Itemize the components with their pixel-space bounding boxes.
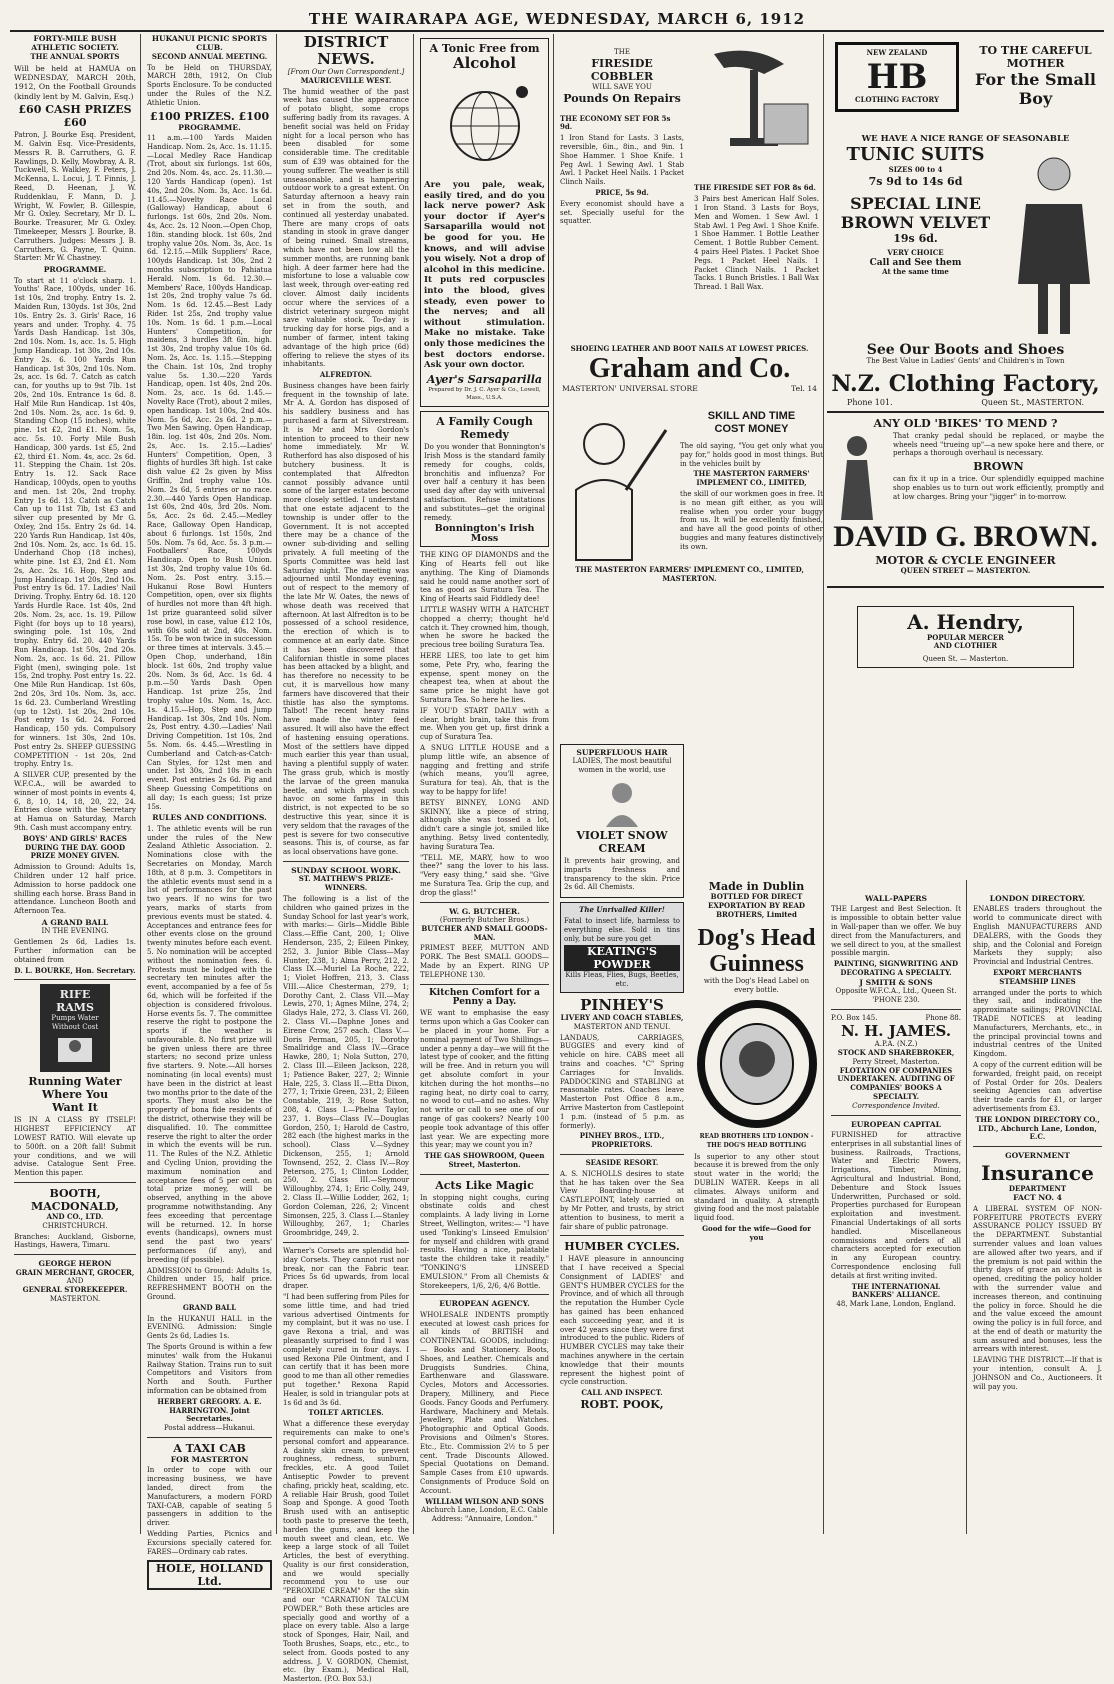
hukanui-heading: HUKANUI PICNIC SPORTS CLUB. [151,34,268,53]
violet-snow: VIOLET SNOW CREAM [576,829,668,855]
heron-grain: GRAIN MERCHANT, GROCER, [15,1267,135,1277]
shoeing-leather: SHOEING LEATHER AND BOOT NAILS AT LOWEST PRICES. [570,344,809,353]
butcher-trade: BUTCHER AND SMALL GOODS-MAN. [421,923,548,942]
brown-text: can fix it up in a trice. Our splendidly equipped machine shop enables us to turn out work efficiently, promptly and at low charges. Bring your "jigger" in to-morrow. [893,475,1104,501]
hukanui-intro: To be Held on THURSDAY, MARCH 28th, 1912, On Club Sports Enclosure. To be conducted under the Rules of the N.Z. Athletic Union. [147,63,272,107]
boots-shoes: See Our Boots and Shoes [866,342,1065,358]
rife-rams-image [40,984,110,1072]
james-name: N. H. JAMES. [840,1022,952,1041]
best-value: The Best Value in Ladies' Gents' and Children's in Town [866,357,1065,365]
column-rule [140,34,141,1534]
alcohol-heading: Alcohol [452,54,517,72]
hendry-clothier: AND CLOTHIER [933,641,998,651]
magic-heading: Acts Like Magic [435,1178,534,1192]
butcher-formerly: (Formerly Butcher Bros.) [439,915,530,924]
wall-text: THE Largest and Best Selection. It is impossible to obtain better value in Wall-paper than we offer. We buy direct from the Manufacturers, and we sell direct to you, at the smallest possible margin. [831,905,961,958]
grand-ball: A GRAND BALL [41,917,109,927]
directory-copy: A copy of the current edition will be forwarded, freight paid, on receipt of Postal Order for 20s. Dealers seeking Agencies can advertise their trade cards for £1, or larger advertisements from £3. [973,1060,1102,1113]
graham-title: Graham and Co. [588,352,791,384]
skill-text: The old saying, "You get only what you pay for," holds good in most things. But in the vehicles built by [680,442,823,468]
boys-girls-races: BOYS' AND GIRLS' RACES DURING THE DAY. GOOD PRIZE MONEY GIVEN. [23,833,127,861]
admission-text: Admission to Ground: Adults 1s, Children under 12 half price. Admission to horse paddock one shilling each horse. Brass Band in attendance. Luncheon Booth and Afternoon Tea. [14,863,136,916]
booth-christchurch: CHRISTCHURCH. [42,1221,108,1230]
suratura-7: "TELL ME, MARY, how to woo thee?" sang the lover to his lass. "Very easy thing," said she. "Give me Suratura Tea. Grip the cup, and drop the glass!" [420,853,549,897]
government: GOVERNMENT [1005,1151,1070,1161]
james-corr: Correspondence Invited. [852,1101,940,1110]
department: DEPARTMENT [1008,1183,1067,1193]
water-text: IS IN A CLASS BY ITSELF! HIGHEST EFFICIENCY AT LOWEST RATIO. Will elevate up to 500ft. on a 20ft fall! Submit your conditions, and we will advise. Catalogue Sent Free. Mention this paper. [14,1116,136,1178]
hb-letters: HB [866,56,928,97]
athletic-heading: FORTY-MILE BUSH ATHLETIC SOCIETY. [31,34,119,53]
athletic-intro: Will be held at HAMUA on WEDNESDAY, MARCH 20th, 1912, On the Football Grounds (kindly lent by M. Galvin, Esq.) [14,63,136,101]
heron-masterton: MASTERTON. [49,1294,101,1303]
dogs-head-seal-icon [695,999,819,1129]
humber-heading: HUMBER CYCLES. [564,1240,680,1254]
cobbler-word: COBBLER [590,69,654,83]
euro-capital: EUROPEAN CAPITAL [851,1119,941,1129]
masthead: THE WAIRARAPA AGE, WEDNESDAY, MARCH 6, 1912 [10,6,1104,32]
euro-agency-heading: EUROPEAN AGENCY. [439,1299,530,1309]
hukanui-secretaries: HERBERT GREGORY. A. E. HARRINGTON. Joint Secretaries. [157,1396,262,1424]
guinness-label-text: with the Dog's Head Label on every bottle. [703,977,810,995]
gas-showroom: THE GAS SHOWROOM, Queen Street, Masterton. [424,1151,545,1169]
ball-text: Gentlemen 2s 6d, Ladies 1s. Further information can be obtained from [14,938,136,964]
hb-logo [835,42,959,112]
tunic-advert [827,134,1104,686]
silver-cup: A SILVER CUP, presented by the W.F.C.A., will be awarded to winner of most points in events 4, 6, 8, 10, 14, 18, 20, 22, 24. Entries close with the Secretary at Hamua on Saturday, March 9th. Cash must accompany entry. [14,771,136,832]
james-phone: Phone 88. [925,1013,961,1022]
column-rule [276,34,277,1534]
taxi-text: In order to cope with our increasing business, we have landed, direct from the Manufacturers, a modern FORD TAXI-CAB, capable of seating 5 passengers in addition to the driver. [147,1466,272,1528]
export-merchants: EXPORT MERCHANTS [993,967,1082,977]
humber-text: I HAVE pleasure in announcing that I have received a Special Consignment of LADIES' and GENT'S HUMBER CYCLES for the Province, and of which all through the reputation the Humber Cycle has gained has been enhanced each succeeding year, and it is over 42 years since they were first introduced to the public. Riders of HUMBER CYCLES may take their machines anywhere in the certain knowledge that their mounts represent the highest point of cycle construction. [560,1255,684,1387]
booth-ltd: AND CO., LTD. [46,1211,104,1221]
hair-ladies: LADIES, The most beautiful women in the world, use [572,757,672,775]
motor-engineer: MOTOR & CYCLE ENGINEER [875,553,1056,567]
alfredton-heading: ALFREDTON. [319,370,373,380]
humber-call: CALL AND INSPECT. [581,1388,663,1398]
athletic-officers: Patron, J. Bourke Esq. President, M. Galvin Esq. Vice-Presidents, Messrs R. B. Carruthers, G. F. Rawlings, D. Kelly, Mowbray, A. R. Tuckwell, S. Walkley, F. Peters, J. McKenna, L. Locui, J. T. Finnis, J. Reed, D. Heenan, J. W. Ruddenklau, F. Mann, D. J. Wright, W. Fowler, B. Gillespie, Mr G. Oxley. Secretary, Mr D. L. Bourke. Treasurer, Mr G. Oxley. Timekeeper, Messrs J. Bourke, B. Carruthers. Judges: Messrs J. B. Carruthers, G. Payne, T. Quinn. Starter: Mr W. Chastney. [14,131,136,263]
column-4 [416,34,553,1534]
special-line: SPECIAL LINE [850,193,981,213]
seaside-text: A. S. NICHOLLS desires to state that he has taken over the Sea View Boarding-house at CASTLEPOINT, lately carried on by Mr Potter, and trusts, by strict attention to business, to merit a fair share of public patronage. [560,1169,684,1231]
careful-1: TO THE CAREFUL [979,44,1092,57]
column-1 [10,34,140,1534]
tunic-suits: TUNIC SUITS [846,144,985,165]
hole-holland: HOLE, HOLLAND Ltd. [147,1560,272,1590]
hair-heading: SUPERFLUOUS HAIR [576,748,668,757]
butcher-name: W. G. BUTCHER. [449,906,520,916]
where-you: Where You [41,1088,109,1102]
james-apa: A.P.A. (N.Z.) [874,1040,918,1049]
pinhey-title: PINHEY'S [580,995,664,1014]
prize-winners-text: The following is a list of the children who gained prizes in the Sunday School for last year's work, with marks:— Girls—Middle Bible Class.—Effie Cant, 200, 1; Olive Henderson, 235, 2; Eileen Pinkey, 252, 3. Junior Bible Class—May Hunter, 238, 1; Alma Perry, 212, 2. Class IX.—Muriel La Roche, 222, 1; Violet Hoffren, 213, 3. Class VIII.—Alice Chesterman, 279, 1; Dorothy Cant, 2. Class VII.—May Lewis, 270, 1; Agnes Milne, 274, 2; Gladys Hale, 272, 3. Class VI. 260, 2. Class VI.—Daphne Jones and Eirene Crow, 257 each. Class V.—Doris Perman, 205, 1; Dorothy Smallridge and Class IV.—Grace Hawke, 280, 1; Nola Sutton, 270, 2. Class III.—Eileen Jackson, 228, 1; Patience Baker, 227, 2; Winnie Hale, 225, 3. Class II.—Etta Dixon, 277, 1; Trixie Green, 231, 2; Eileen Constable, 219, 3; Rose Sutton, 208, 4. Class I.—Phelna Taylor, 237, 1. Boys—Class IV.—Douglas Gordon, 250, 1; Harold de Castro, 282 each (the highest marks in the school). Class V.—Sydney Dickenson, 255, 1; Arnold Townsend, 252, 2. Class IV.—Roy Peterson, 275, 1; Clinton Lodder, 250, 2. Class III.—Seymour Willoughby, 274, 1; Eric Colly, 249, 2. Class II.—Willie Lodder, 262, 1; Gordon Coleman, 226, 2; Vincent Simonsen, 225, 3. Class I.—Stanley Willoughby, 267, 1; Charles Groombridge, 249, 2. [283,894,409,1238]
directory-ltd: THE LONDON DIRECTORY CO., LTD., Abchurch Lane, London, E.C. [975,1114,1100,1142]
skill-title: SKILL AND TIME [707,410,796,422]
column-7-lower [827,880,965,1534]
factory-phone: Phone 101. [847,397,893,407]
will-save: WILL SAVE YOU [592,82,652,91]
wall-papers: WALL-PAPERS [864,894,928,903]
hukanui-programme-head: PROGRAMME. [178,122,241,132]
leaving-district: LEAVING THE DISTRICT.—If that is your intention, consult A. J. JOHNSON and Co., Auctioneers. It will pay you. [973,1356,1102,1391]
motor-address: QUEEN STREET — MASTERTON. [900,565,1031,575]
taxi-head: A TAXI CAB [173,1441,246,1455]
tonic-text: Are you pale, weak, easily tired, and do you lack nerve power? Ask your doctor if Ayer's Sarsaparilla would not be good for you. He knows, and will advise you wisely. Not a drop of alcohol in this medicine. It puts red corpuscles into the blood, gives steady, even power to the nerves; and all without stimulation. Make no mistake. Take only those medicines the best doctors endorse. Ask your own doctor. [424,180,545,371]
column-6-lower [690,880,823,1534]
toilet-text: What a difference these everyday requirements can make to one's personal comfort and appearance. A dainty skin cream to prevent roughness, redness, sunburn, freckles, etc. A good Toilet Antiseptic Powder to prevent chafing, prickly heat, scalding, etc. A reliable Hair Brush, good Toilet Soap and Sponge. A good Tooth Brush used with an antiseptic tooth paste to preserve the teeth, harden the gums, and keep the mouth sweet and clean, etc. We keep a large stock of all Toilet Articles, the best of everything. Quality is our first consideration, and we would specially recommend you to use our "PEROXIDE CREAM" for the skin and our "CARNATION TALCUM POWDER." Both these articles are specially good and worthy of a place on every table. Also a large stock of Sponges, Hair, Nail, and Tooth Brushes, Soaps, etc., etc., to select from. Goods posted to any address. J. V. GORDON, Chemist, etc. (by Exam.), Medical Hall, Masterton. (P.O. Box 53.) [283,1420,409,1684]
smith-sons: J SMITH & SONS [859,977,933,987]
column-rule [823,34,824,1534]
painting: PAINTING, SIGNWRITING AND DECORATING A SPECIALTY. [833,959,959,977]
cash-prizes: £60 CASH PRIZES £60 [18,103,132,130]
james-street: Perry Street, Masterton. [852,1057,940,1066]
good-for-wife: Good for the wife—Good for you [702,1223,811,1242]
fact-no: FACT NO. 4 [1013,1193,1062,1203]
hukanui-ball-head: GRAND BALL [182,1302,237,1312]
tonic-heading: A Tonic Free from [429,42,540,55]
alfredton-text: Business changes have been fairly frequent in the township of late. Mr A. A. Gordon has disposed of his saddlery business and has purchased a farm at Silverstream. It is Mr and Mrs Gordon's intention to proceed to their new home immediately. Mr W. Rutherford has also disposed of his butchery business. It is contemplated that Alfredton cannot possibly advance until some of the larger estates become more closely settled. I understand that one estate adjacent to the township is under offer to the Government. It is not accepted there may be a chance of the owner sub-dividing and selling privately. A full meeting of the Sports Committee was held last Saturday night. The meeting was adjourned until Monday evening, out of respect to the memory of the late Mr W. Oates, the news of whose death was received that afternoon. At last Alfredton is to be possessed of a school residence, the erection of which is to commence at an early date. Since it has been discovered that Californian thistle in some places has been attacked by a blight, and has therefore no necessity to be cut, it is marvellous how many farmers have discovered that their thistle has also the symptoms. Talbot! The recent heavy rains have made the winter feed assured. It will also have the effect of hastening ensuing operations. Most of the settlers have dipped much earlier this year than usual, having a plentiful supply of water. The grass grub, which is mostly the larvae of the green manuka beetle, and which played such havoc on some farms in this district, is not expected to be so destructive this year, since it is very seldom that the ravages of the pest is severe for two consecutive seasons. This is, of course, as far as local observations have gone. [283,381,409,857]
velvet-price: 19s 6d. [893,231,938,245]
second-annual: SECOND ANNUAL MEETING. [151,51,268,61]
bankers-address: 48, Mark Lane, London, England. [836,1300,956,1309]
taxi-sub: FOR MASTERTON [170,1454,249,1464]
column-rule [966,880,967,1534]
cobbler-stand-icon [694,34,818,174]
careful-3: For the Small Boy [975,70,1096,108]
hukanui-prizes: £100 PRIZES. £100 [149,109,270,123]
suratura-1: THE KING OF DIAMONDS and the King of Hearts fell out like anything. The King of Diamonds said he could name another sort of tea as good as Suratura Tea. The King of Hearts said Fiddledy dee! [420,551,549,604]
very-choice: VERY CHOICE [887,247,944,257]
wilson-address: Abchurch Lane, London, E.C. Cable Address: "Annuaire, London." [421,1506,548,1524]
rife-rams-label: RIFE RAMS [56,988,94,1015]
graham-store: MASTERTON' UNIVERSAL STORE [562,383,698,393]
pook-name: ROBT. POOK, [580,1398,664,1412]
hukanui-ground: The Sports Ground is within a few minutes' walk from the Hukanui Railway Station. Trains run to suit Competitors and Visitors from North and South. Further information can be obtained from [147,1342,272,1395]
running-water: Running Water [28,1075,122,1089]
skill-text-2: the skill of our workmen goes in free. It is no mean gift either, as you will realise when you order your buggy from us. It will be excellently finished, and have all the good points of other buggies and many features distinctively its own. [680,489,823,551]
cough-text: Do you wonder that Bonnington's Irish Moss is the standard family remedy for coughs, colds, bronchitis and influenza? For over half a century it has been used day after day with universal satisfaction. Refuse imitations and substitutes—get the original remedy. [424,443,545,522]
suratura-5: A SNUG LITTLE HOUSE and a plump little wife, an absence of nagging and fretting and strife (which means, you'll agree, Suratura for tea). Ah, that is the way to be happy for life! [420,744,549,796]
fireside-the: THE [614,48,630,56]
keatings-brand: KEATING'S POWDER [564,945,680,971]
mauriceville-text: The humid weather of the past week has caused the appearance of potato blight, some crops suffering badly from its ravages. A benefit social was held on Friday night for a local person who has been disabled for some considerable time. The creditable sum of £39 was obtained for the young sufferer. The weather is still unseasonable, and is hampering outdoor work to a great extent. On Saturday afternoon a heavy rain set in from the south, and continued all yesterday unabated. There are many crops of oats standing in stook in grave danger of being ruined. Small streams, which have not been low all the summer months, are running bank high. A deer farmer here had the misfortune to lose a valuable cow last week, through over-eating red clover. Almost daily incidents occur where the services of a district veterinary surgeon might save valuable stock. To-day is trucking day for horse pigs, and a number of farmer, intent taking advantage of the high price (6d) offering to relieve the styes of its inhabitants. [283,87,409,369]
graham-tel: Tel. 14 [791,383,817,393]
insurance: Insurance [981,1160,1094,1185]
mfi-footer: THE MASTERTON FARMERS' IMPLEMENT CO., LIMITED, MASTERTON. [575,565,804,583]
pinhey-sig: PINHEY BROS., LTD., PROPRIETORS. [579,1131,665,1150]
man-pointing-icon [556,410,676,560]
keatings-kills: Kills Fleas, Flies, Bugs, Beetles, etc. [565,971,679,989]
suratura-4: IF YOU'D START DAILY with a clear, bright brain, take this from me. When you get up, first drink a cup of Suratura Tea. [420,706,549,742]
suratura-2: LITTLE WASHY WITH A HATCHET chopped a cherry; thought he'd catch it. They crowned him, though, when he swore he backed the precious tree boiling Suratura Tea. [420,606,549,650]
keatings-text: Fatal to insect life, harmless to everything else. Sold in tins only, but be sure you get [564,916,680,943]
hair-text: It prevents hair growing, and imparts freshness and transparency to the skin. Price 2s 6d. All Chemists. [564,857,680,892]
boy-tunic-icon [1004,144,1104,344]
pinhey-livery: LIVERY AND COACH STABLES, [560,1012,684,1022]
tunic-price: 7s 9d to 14s 6d [868,174,963,188]
dogs-head: Dog's Head [697,925,816,952]
seaside-heading: SEASIDE RESORT. [585,1157,659,1167]
suratura-3: HERE LIES, too late to get him some, Pete Pry, who, fearing the expense, spent money on the cheapest tea, when at about the same price he might have got Suratura Tea. So here he lies. [420,652,549,705]
column-rule [413,34,414,1534]
column-5-lower [556,740,688,1534]
bankers: THE INTERNATIONAL BANKERS' ALLIANCE. [851,1281,941,1300]
fact-text: A LIBERAL SYSTEM OF NON-FORFEITURE PROTECTS EVERY ASSURANCE POLICY ISSUED BY the DEPARTMENT. Substantial surrender values and loan values are allowed after two years, and if the premium is not paid within the thirty days of grace an account is opened, crediting the policy holder with the surrender value and increases thereon, and continuing the policy in force. Should he die and the value exceed the amount owing the policy is in full force, and at the end of death or maturity the sum assured and bonuses, less the arrears with interest. [973,1204,1102,1354]
wilson-name: WILLIAM WILSON AND SONS [425,1496,544,1506]
ayer-logo: Ayer's Sarsaparilla [426,372,543,386]
heron-storekeeper: GENERAL STOREKEEPER. [22,1285,128,1295]
careful-2: MOTHER [1006,57,1065,70]
globe-figure-icon [430,76,540,176]
column-rule [553,34,554,1534]
same-time: At the same time [882,266,949,276]
prize-winners-heading: ST. MATTHEW'S PRIZE-WINNERS. [298,874,394,893]
careful-mother [967,44,1104,108]
column-3 [279,33,413,1684]
warners-corsets: Warner's Corsets are splendid hol-iday Corsets. They cannot rust nor break, nor can the Fabric tear. Prices 5s 6d upwards, from local draper. [283,1247,409,1291]
london-directory: LONDON DIRECTORY. [989,894,1086,903]
hukanui-postal: Postal address—Hukanui. [164,1424,255,1433]
james-flotation: FLOTATION OF COMPANIES UNDERTAKEN. AUDITING OF COMPANIES' BOOKS A SPECIALTY. [837,1065,955,1101]
cyclist-icon [827,430,887,520]
james-pobox: P.O. Box 145. [831,1013,878,1022]
euro-capital-text: FURNISHED for attractive enterprises in all substantial lines of business. Railroads, Tractions, Water and Electric Powers, Irrigations, Timber, Mining, Agricultural and Industrial. Bond, Debenture and Stock Issues Underwritten, Purchased or sold. Properties purchased for European exploitation and investment. Financial Undertakings of all sorts handled. Miscellaneous commissions and orders of all characters accepted for execution in any European country. Correspondence enclosing full details at first writing invited. [831,1130,961,1280]
nice-range: WE HAVE A NICE RANGE OF SEASONABLE [861,134,1070,144]
economy-price: PRICE, 5s 9d. [595,187,649,197]
fireside-set-heading: THE FIRESIDE SET FOR 8s 6d. [694,183,816,193]
hb-nz: NEW ZEALAND [866,48,928,57]
rules-heading: RULES AND CONDITIONS. [152,813,267,823]
economy-price-text: Every economist should have a set. Specially useful for the squatter. [560,199,684,226]
james-broker: STOCK AND SHAREBROKER, [837,1047,955,1057]
suratura-6: BETSY BINNEY, LONG AND SKINNY, like a piece of string, although she was tossed a lot, didn't care a single jot, smiled like anything. Betsy lived contentedly, having Suratura Tea. [420,798,549,851]
brown-name: BROWN [973,460,1024,474]
george-heron: GEORGE HERON [38,1259,112,1269]
ram-pump-icon [50,1032,100,1066]
economy-set-list: 1 Iron Stand for Lasts. 3 Lasts, reversible, 6in., 8in., and 9in. 1 Shoe Hammer. 1 Shoe Knife. 1 Peg Awl. 1 Sewing Awl. 1 Stab Awl. 1 Packet Heel Nails. 1 Packet Clinch Nails. [560,134,684,187]
magic-text: In stopping night coughs, curing obstinate colds and chest complaints. A lady living in Lorne Street, Wellington, writes:— "I have used 'Tonking's Linseed Emulsion' for myself and children with grand results. Having a nice, palatable taste the children take it readily." "TONKING'S LINSEED EMULSION." From all Chemists & Storekeepers, 1/6, 2/6, 4/6 Bottle. [420,1193,549,1290]
lady-portrait-icon [602,777,642,827]
hendry-address: Queen St. — Masterton. [922,655,1009,664]
economy-set-heading: THE ECONOMY SET FOR 5s 9d. [560,113,671,132]
hendry-name: A. Hendry, [907,609,1024,634]
tunic-sizes: SIZES 00 to 4 [888,165,943,174]
bottled-for: BOTTLED FOR DIRECT EXPORTATION BY READ BROTHERS, Limited [708,892,805,919]
factory-queen: Queen St., MASTERTON. [981,397,1084,407]
pinhey-text: LANDAUS, CARRIAGES, BUGGIES and every kind of vehicle on hire. CABS meet all trains and coaches. "C" Spring Carriages for Invalids. PADDOCKING and STABLING at reasonable rates. Coaches leave Masterton Post Office 8 a.m., Arrive Masterton from Castlepoint 1 p.m. (instead of 5 p.m. as formerly). [560,1033,684,1130]
david-brown: DAVID G. BROWN. [833,519,1098,553]
ball-evening: IN THE EVENING. [41,927,109,936]
heron-and: AND [66,1277,84,1286]
guinness-text: Is superior to any other stout because it is brewed from the only stout water in the world; the DUBLIN WATER. Keeps in all climates. Always uniform and standard in quality. A strength giving food and the most palatable liquid food. [694,1152,819,1223]
pounds-repairs: Pounds On Repairs [563,91,681,105]
bonnington: Bonnington's Irish Moss [434,523,535,544]
kitchen-heading: Kitchen Comfort for a Penny a Day. [428,987,540,1007]
skill-advert [556,410,823,720]
cost-money: COST MONEY [714,423,789,435]
nz-clothing-factory: N.Z. Clothing Factory, [831,370,1100,397]
fireside-word: FIRESIDE [591,56,653,70]
column-2 [143,34,276,1589]
rexona-text: "I had been suffering from Piles for some little time, and had tried various advertised Ointments for my complaint, but it was no use. I gave Rexona a trial, and was pleasantly surprised to find I was completely cured in four days. I used Rexona Pile Ointment, and I can certify that it has been more good to me than all other remedies put together." Rexona Rapid Healer, is sold in triangular pots at 1s 6d and 3s 6d. [283,1292,409,1407]
annual-sports: THE ANNUAL SPORTS [30,51,120,61]
want-it: Want It [52,1101,98,1115]
guinness-title: Guinness [709,951,804,978]
call-see: Call and See them [869,257,962,268]
booth-macdonald: BOOTH, MACDONALD, [31,1186,119,1213]
column-8-lower [969,880,1106,1534]
hendry-mercer: POPULAR MERCER [927,632,1004,642]
sunday-school-heading: SUNDAY SCHOOL WORK. [291,865,401,875]
rules-text: 1. The athletic events will be run under the rules of the New Zealand Athletic Association. 2. Nominations close with the Secretaries on Monday, March 18th, at 8 p.m. 3. Competitors in the athletic events must send in a list of performances for the past two years. If no wins for two years, marks of starts from previous events must be stated. 4. Acceptances and entrance fees for other events close on the ground twenty minutes before each event. 5. No nomination will be accepted without the nomination fees. 6. Protests must be lodged with the secretary ten minutes after the event, accompanied by a fee of 5s 6d, which will be forfeited if the objection is considered frivolous. Horse events 5s. 7. The committee reserve the right to postpone the sports if the weather is unfavourable. 8. No first prize will be given unless there are three starters; no second prize unless five starters. 9. Note.—All horses nominating (in local events) must have been in the district at least two months prior to the date of the sports. They must also be the property of bona fide residents of the district, otherwise they will be disqualified. 10. The committee reserve the right to alter the order in which the events will be run. 11. The Rules of the N.Z. Athletic and Cycling Union, providing the maximum nomination and acceptance fees of 5 per cent. on total prize money, will be observed, anything in the above programme notwithstanding. Any fees exceeding that percentage will be returned. 12. In horse events (handicaps), owners must send the past two years' performances (if any), and breeding (if possible). [147,824,272,1264]
hukanui-admission: ADMISSION to Ground: Adults 1s, Children under 15, half price. REFRESHMENT BOOTH on the Ground. [147,1266,272,1301]
old-bikes: ANY OLD 'BIKES' TO MEND ? [873,416,1058,430]
bikes-text: That cranky pedal should be replaced, or maybe the wheels need "trueing up"—a new spoke here and there, or perhaps a thorough overhaul is necessary. [893,431,1104,458]
correspondent: [From Our Own Correspondent.] [287,68,405,76]
mauriceville-heading: MAURICEVILLE WEST. [300,75,392,85]
booth-branches: Branches: Auckland, Gisborne, Hastings, Hawera, Timaru. [14,1232,136,1250]
pinhey-location: MASTERTON AND TENUI. [573,1022,671,1031]
ayer-sub: Prepared by Dr. J. C. Ayer & Co., Lowell, Mass., U.S.A. [428,386,541,402]
london-enables: ENABLES traders throughout the world to communicate direct with English MANUFACTURERS AND DEALERS, with the Goods they ship, and the Colonial and Foreign Markets they supply; also Provincial and Industrial Centres. [973,905,1102,967]
seal-legend: READ BROTHERS LTD LONDON - THE DOG'S HEAD BOTTLING [699,1132,814,1149]
smith-address: Opposite W.F.C.A., Ltd., Queen St. 'PHONE 230. [835,987,957,1004]
hukanui-programme: 11 a.m.—100 Yards Maiden Handicap. Nom. 2s, Acc. 1s. 11.15.—Local Medley Race Handicap (Trot, about six furlongs. 1st 60s, 2nd 20s. Nom. 4s, acc. 2s. 11.30.—120 Yards Handicap (open). 1st 40s, 2nd 20s. Nom. 3s, Acc. 1s 6d. 11.45.—Novelty Race Local (Galloway) Handicap, about 6 furlongs. 1st 60s, 2nd 20s. Nom. 4s, Acc. 2s. 12 Noon.—Open Chop, 18in. standing block. 1st 60s, 2nd trophy value 20s. Nom. 3s, Acc. 1s 6d. 12.15.—Milk Suppliers' Race, 100yds Handicap. 1st 30s, 2nd 2 months subscription to Pahiatua Herald. Nom. 1s 6d. 12.30.—Members' Race, 100yds Handicap. 1st 20s, 2nd trophy value 7s 6d. Nom. 1s 6d. 12.45.—Best Lady Rider. 1st 25s, 2nd trophy value 10s. Nom. 1s 6d. 1 p.m.—Local Hunters' Competition, for maidens, 3 hurdles 3ft 6in. high. 1st 30s, 2nd trophy value 10s 6d. Nom. 2s, Acc. 1s. 1.15.—Stepping the Chain. 1st 10s, 2nd trophy value 5s. 1.30.—220 Yards Handicap, open. 1st 40s, 2nd 20s. Nom. 2s, acc. 1s 6d. 1.45.—Novelty Race (Trot), about 2 miles, open handicap. 1st 100s, 2nd 40s. Nom. 5s 6d, Acc. 2s 6d. 2 p.m.—Two Men Sawing, Open Handicap, 18in. log. 1st 40s, 2nd 20s. Nom. 2s, Acc. 1s. 2.15.—Ladies' Hunters' Competition, Open, 3 flights of hurdles 3ft high. 1st cake dish value £2 2s given by Miss Griffin, 2nd trophy value 10s. Nom. 2s 6d, 5 entries or no race. 2.30.—440 Yards Open Handicap. 1st 60s, 2nd 40s, 3rd 20s. Nom. 5s, Acc. 2s 6d. 2.45.—Medley Race, Galloway Open Handicap, about 6 furlongs. 1st 150s, 2nd 50s. Nom. 7s 6d, Acc. 5s. 3 p.m.—Footballers' Race, 100yds Handicap. Open to Bush Union. 1st 30s, 2nd trophy value 10s 6d. Nom. 2s. Post entry. 3.15.—Hukanui Rose Bowl Hunters Competition, open, over six flights of hurdles not more than 4ft high. 1st prize guaranteed solid silver rose bowl, in case, value £12 10s, with 60s sold at 2nd, 40s. Nom. 15s. To be won twice in succession or three times at intervals. 3.45.—Open Chop, underhand, 18in block. 1st 60s, 2nd trophy value 20s. Nom. 3s 6d, Acc. 1s 6d. 4 p.m.—50 Yards Dash Open Handicap. 1st prize 25s, 2nd trophy value 10s. Nom. 1s, Acc. 1s. 4.15.—Hop, Step and Jump Handicap. 1st 30s, 2nd 10s. Nom. 2s, Post entry. 4.30.—Ladies' Nail Driving Competition. 1st 10s, 2nd 5s. Nom. 6s. 4.45.—Wrestling in Cumberland and Catch-as-Catch-Can Styles, for 12st men and under. 1st 30s, 2nd 10s in each event. Post entries 2s 6d. Pig and Sheep Guessing Competitions on all day; 1s each guess; 1st prize 15s. [147,134,272,811]
brown-velvet: BROWN VELVET [840,212,991,232]
euro-agency-text: WHOLESALE INDENTS promptly executed at lowest cash prices for all kinds of BRITISH and CONTINENTAL GOODS, including:— Books and Stationery. Boots, Shoes, and Leather. Chemicals and Druggists Sundries. China, Earthenware and Glassware. Cycles, Motors and Accessories. Drapery, Millinery, and Piece Goods. Fancy Goods and Perfumery. Hardware, Machinery and Metals. Jewellery, Plate and Watches. Photographic and Optical Goods. Provisions and Oilmen's Stores. Etc., Etc. Commission 2½ to 5 per cent. Trade Discounts Allowed. Special Quotations on Demand. Sample Cases from £10 upwards. Consignments of Produce Sold on Account. [420,1310,549,1495]
steamship-lines: STEAMSHIP LINES [999,976,1076,986]
district-news-heading: DISTRICT NEWS. [303,33,389,68]
butcher-text: PRIMEST BEEF, MUTTON AND PORK. The Best SMALL GOODS—Made by an Expert. RING UP TELEPHONE 130. [420,944,549,979]
athletic-programme: To start at 11 o'clock sharp. 1. Youths' Race, 100yds, under 16. 1st 10s, 2nd trophy. Entry 1s. 2. Maiden Run, 130yds. 1st 30s, 2nd 10s. Entry 2s. 3. Girls' Race, 16 years and under. Trophy. 4. 75 Yards Dash Handicap. 1st 30s, 2nd 10s. Nom. 1s, acc. 1s. 5. High Jump Handicap. 1st 30s, 2nd 10s. Entry 2s. 6. 100 Yards Run Handicap. 1st 30s, 2nd 10s. Nom. 2s, acc. 1s 6d. 7. Catch as catch can, for youths up to 9st 7lb. 1st 20s, 2nd 10s. Entrance 1s 6d. 8. Half Mile Run Handicap. 1st 40s, 2nd 10s. Nom. 2s, acc. 1s 6d. 9. Standing Chop (15 inches), white pine. 1st £2, 2nd £1. Nom. 5s, acc. 5s. 10. Forty Mile Bush Handicap, 300 yards. 1st £5, 2nd £2, third £1. Nom. 4s, acc. 2s 6d. 11. Stepping the Chain. 1st 20s. Entry 1s. 12. Sack Race Handicap, 100yds, open to youths and men. 1st 20s, 2nd trophy. Entry 1s 6d. 13. Catch as Catch Can up to 11st 7lb, 1st £3 and silver cup presented by Mr G. Oxley, 2nd 15s. Entry 2s 6d. 14. 220 Yards Run Handicap, 1st 40s, 2nd 10s. Nom. 2s, acc. 1s 6d. 15. Underhand Chop (18 inches), white pine. 1st £3, 2nd £1. Nom 2s, Acc. 2s. 16. Hop, Step and Jump Handicap. 1st 20s, 2nd 10s. Post entry 1s 6d. 17. Ladies' Nail Driving. Trophy. Entry 6d. 18. 120 Yards Hurdle Race. 1st 40s, 2nd 20s. Nom. 2s, acc. 1s. 19. Pillow Fight (for boys up to 18 years), swinging pole. 1st 10s, 2nd trophy. Entry 6d. 20. 440 Yards Run Handicap. 1st 50s, 2nd 20s. Nom. 2s, acc. 1s 6d. 21. Pillow Fight (men), swinging pole. 1st 15s, 2nd trophy. Post entry 1s. 22. One Mile Run Handicap. 1st 60s, 2nd 20s, 3rd 10s. Nom. 3s, acc. 1s 6d. 23. Cumberland Wrestling (up to 12st). 1st 20s, 2nd 10s. Post entry 1s 6d. 24. Forced Handicap, 150 yds. Compulsory for winners. 1st 30s, 2nd 10s. Post entry 2s. SHEEP GUESSING COMPETITION - 1st 20s, 2nd trophy. Entry 1s. [14,276,136,769]
made-in-dublin: Made in Dublin [708,880,805,893]
cough-heading: A Family Cough Remedy [436,415,533,442]
bourke-secretary: D. L. BOURKE, Hon. Secretary. [14,965,136,975]
mfi-name: THE MASTERTON FARMERS' IMPLEMENT CO., LIMITED, [693,469,810,488]
kitchen-text: WE want to emphasise the easy terms upon which a Gas Cooker can be placed in your home. For a nominal payment of Two Shillings—under a penny a day—we will fit the latest type of cooker, and the fitting will be free. And in return you will get absolute comfort in your kitchen during the hot months—no raging heat, no dirty coal to carry, no wood to cut—and no ashes. Why not write or call to see one of our range of gas cookers? Nearly 100 people took advantage of this offer last year. We are expecting more this year; may we count you in? [420,1009,549,1150]
keatings-unrivalled: The Unrivalled Killer! [579,905,665,915]
rife-rams-sub: Pumps Water Without Cost [51,1014,99,1032]
fireside-set-list: 3 Pairs best American Half Soles. 1 Iron Stand. 3 Lasts for Boys, Men and Women. 1 Sew Awl. 1 Stab Awl. 1 Peg Awl. 1 Shoe Knife. 1 Shoe Hammer. 1 Bottle Leather Cement. 1 Bottle Rubber Cement. 4 pairs Heel Plates. 1 Packet Shoe Pegs. 1 Packet Heel Nails. 1 Packet Clinch Nails. 1 Packet Tacks. 1 Bunch Bristles. 1 Ball Wax Thread. 1 Ball Wax. [694,195,819,292]
hb-clothing: CLOTHING FACTORY [855,94,939,104]
hukanui-ball: In the HUKANUI HALL in the EVENING. Admission: Single Gents 2s 6d, Ladies 1s. [147,1314,272,1341]
programme-heading: PROGRAMME. [43,265,107,275]
steamship-text: arranged under the ports to which they sail, and indicating the approximate sailings; PROVINCIAL TRADE NOTICES at leading Manufacturers, Merchants, etc., in the principal provincial towns and industrial centres of the United Kingdom. [973,988,1102,1059]
taxi-wedding: Wedding Parties, Picnics and Excursions specially catered for. FARES—Ordinary cab rates. [147,1529,272,1556]
toilet-heading: TOILET ARTICLES. [308,1408,384,1418]
